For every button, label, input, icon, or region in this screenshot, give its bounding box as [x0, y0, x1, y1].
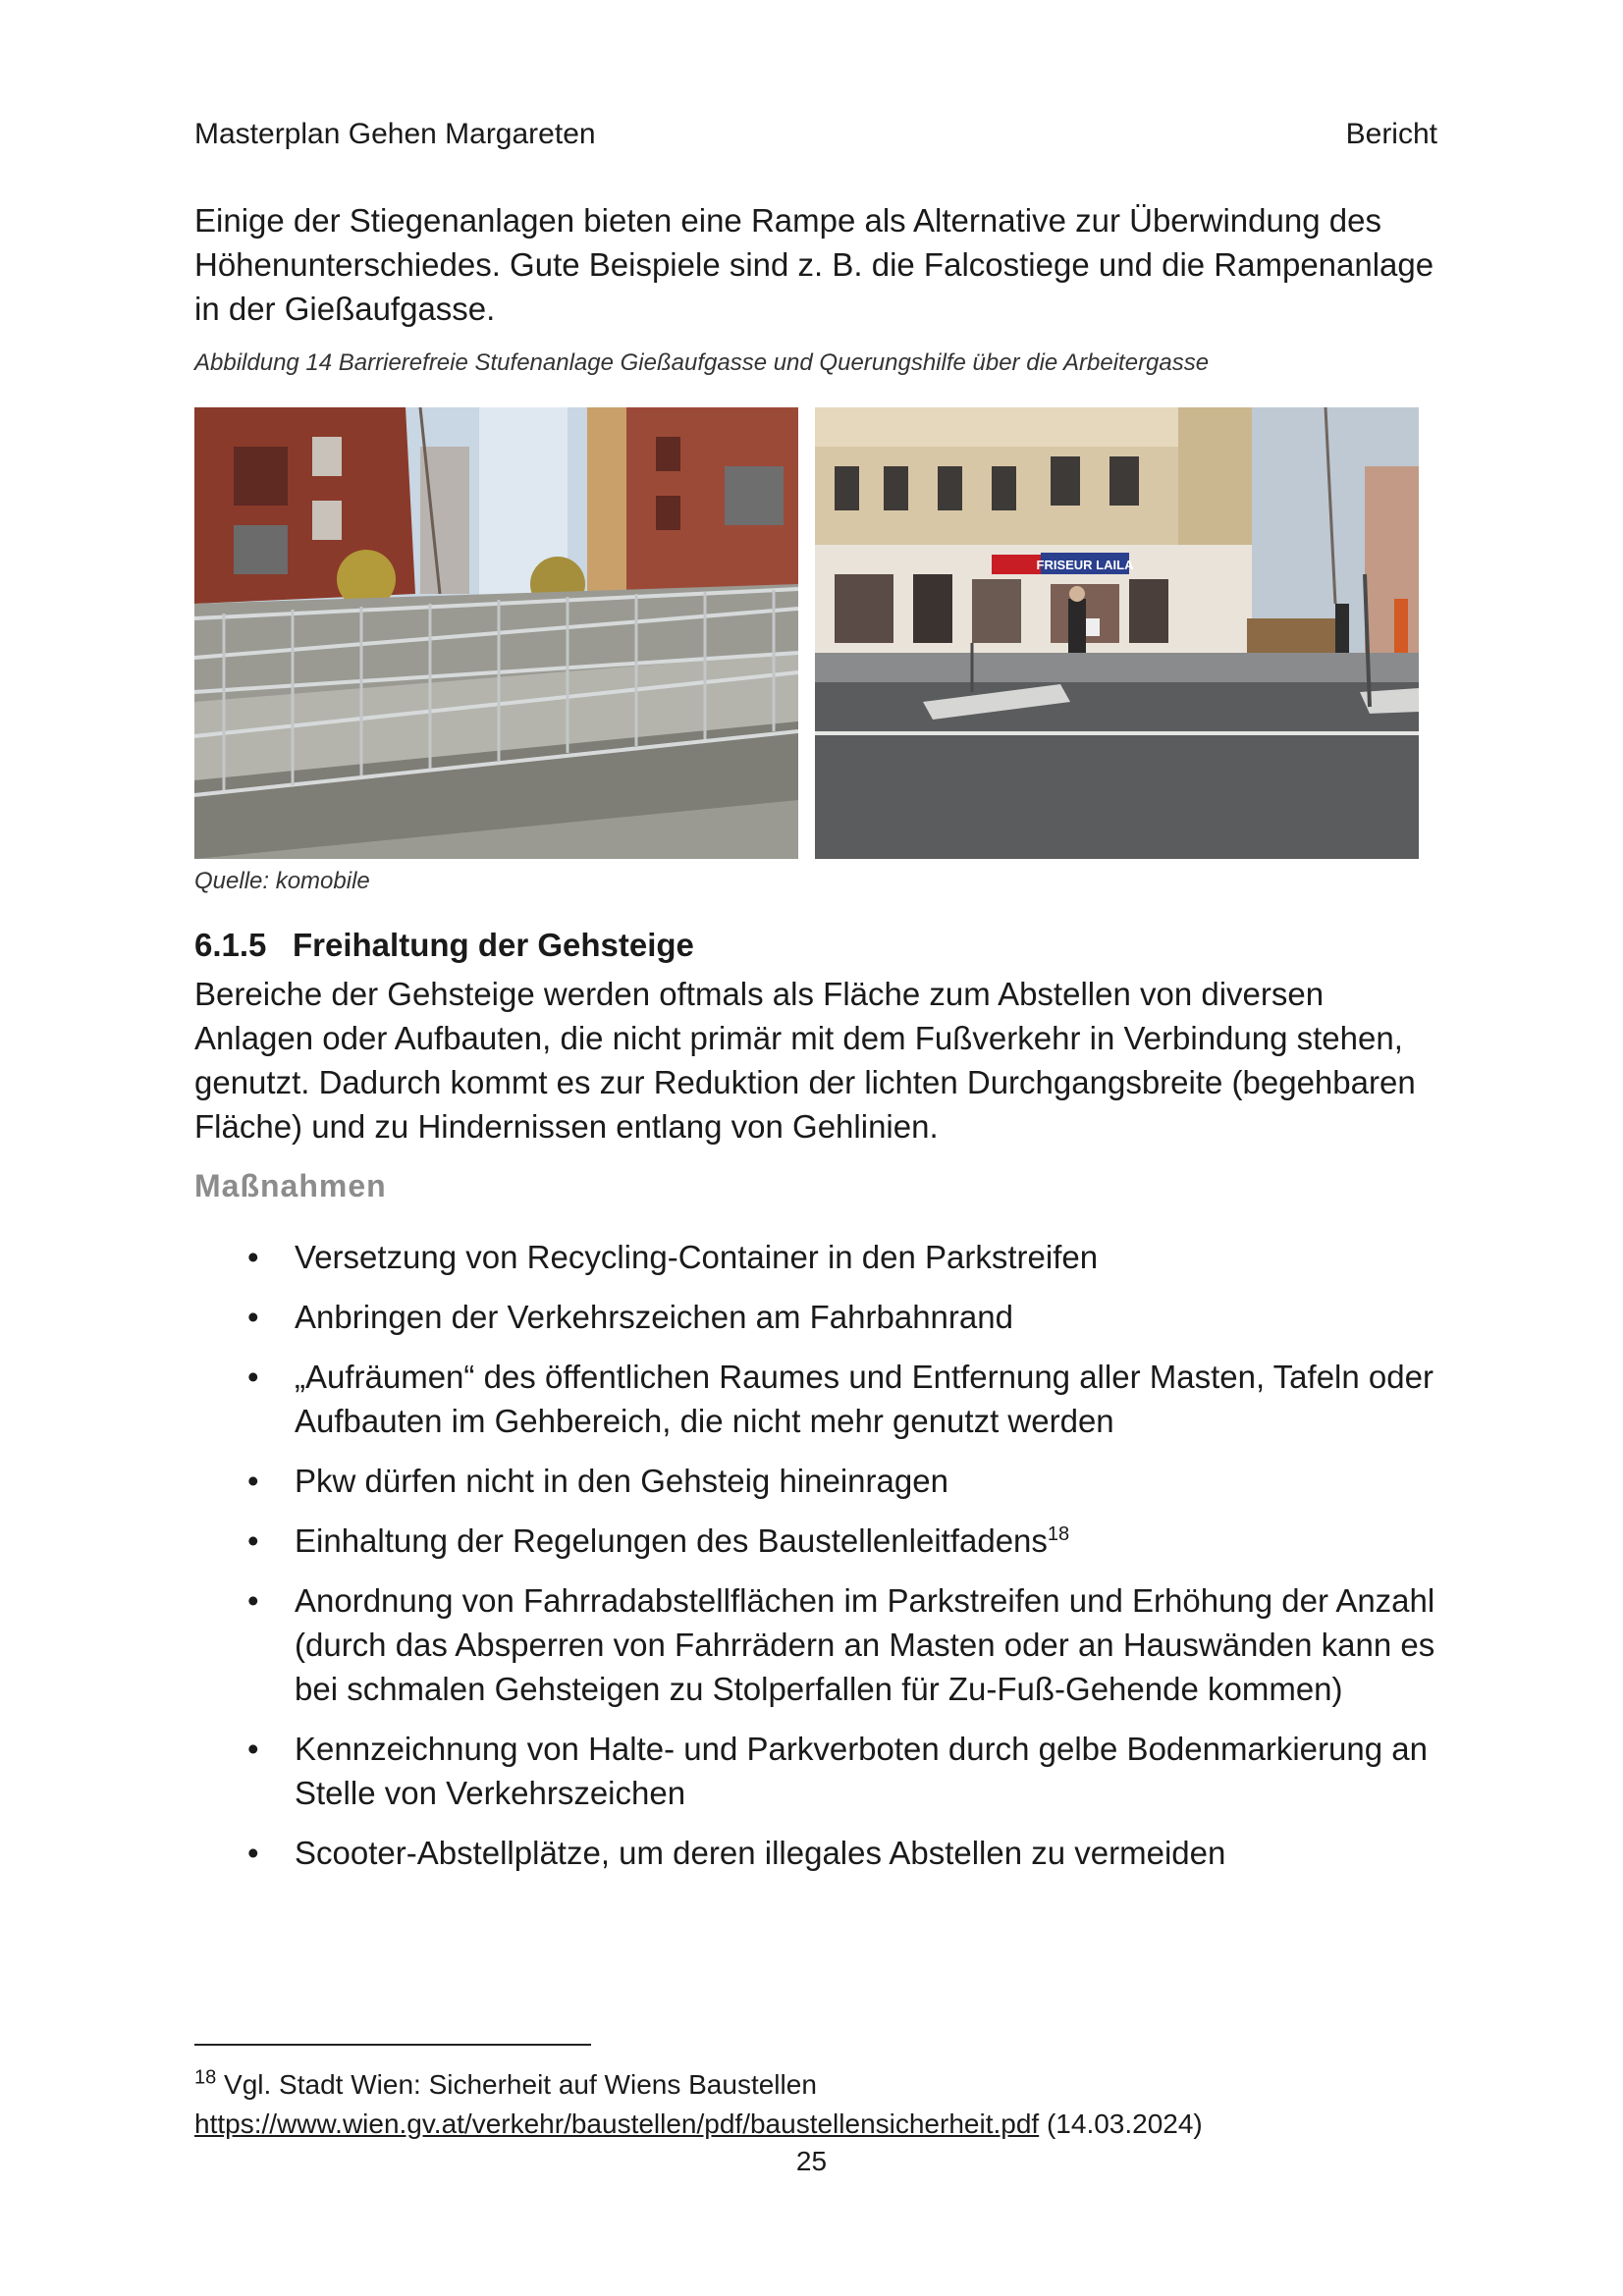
- list-item: • „Aufräumen“ des öffentlichen Raumes und Entfernung aller Masten, Tafeln oder Aufbauten im Gehbereich, die nicht mehr genutzt werden: [194, 1355, 1441, 1443]
- section-line: Bereiche der Gehsteige werden oftmals als Fläche zum Abstellen von diversen: [194, 976, 1325, 1012]
- intro-line: Höhenunterschiedes. Gute Beispiele sind z. B. die Falcostiege und die Rampenanlage: [194, 246, 1434, 283]
- section-heading: [194, 927, 694, 964]
- page-header: [194, 118, 1437, 157]
- list-item: • Versetzung von Recycling-Container in den Parkstreifen: [194, 1235, 1441, 1279]
- intro-paragraph: [194, 198, 1441, 331]
- section-number: 6.1.5: [194, 927, 267, 963]
- list-item: • Anordnung von Fahrradabstellflächen im Parkstreifen und Erhöhung der Anzahl (durch das Absperren von Fahrrädern an Masten oder an Hauswänden kann es bei schmalen Gehsteigen zu Stolperfallen für Zu-Fuß-Gehende kommen): [194, 1578, 1441, 1711]
- bullet-icon: •: [247, 1463, 259, 1499]
- photo-crossing-arbeitergasse: [815, 407, 1419, 859]
- page-number: 25: [795, 2146, 828, 2176]
- figure-caption: Abbildung 14 Barrierefreie Stufenanlage Gießaufgasse und Querungshilfe über die Arbeitergasse: [194, 349, 1210, 376]
- bullet-icon: •: [247, 1522, 259, 1559]
- list-item: • Scooter-Abstellplätze, um deren illegales Abstellen zu vermeiden: [194, 1831, 1441, 1875]
- shop-sign: FRISEUR LAILA: [1036, 558, 1134, 572]
- footnote-number: 18: [194, 2066, 217, 2089]
- section-line: Fläche) und zu Hindernissen entlang von Gehlinien.: [194, 1108, 939, 1145]
- footnote-divider: [194, 2044, 591, 2046]
- list-item: • Kennzeichnung von Halte- und Parkverboten durch gelbe Bodenmarkierung an Stelle von Verkehrszeichen: [194, 1727, 1441, 1815]
- measures-list: [194, 1235, 1441, 1891]
- footnote-ref[interactable]: 18: [1047, 1523, 1070, 1545]
- figure-source: Quelle: komobile: [194, 868, 370, 894]
- list-item: • Einhaltung der Regelungen des Baustellenleitfadens$^{18}$: [194, 1519, 1441, 1563]
- header-title: Masterplan Gehen Margareten: [194, 118, 596, 150]
- bullet-icon: •: [247, 1731, 259, 1767]
- footnote-text: Vgl. Stadt Wien: Sicherheit auf Wiens Baustellen: [224, 2069, 817, 2100]
- header-section: Bericht: [1345, 118, 1437, 150]
- bullet-icon: •: [247, 1239, 259, 1275]
- bullet-icon: •: [247, 1835, 259, 1871]
- measures-heading: Maßnahmen: [194, 1168, 387, 1203]
- intro-line: Einige der Stiegenanlagen bieten eine Rampe als Alternative zur Überwindung des: [194, 202, 1381, 239]
- list-item: • Anbringen der Verkehrszeichen am Fahrbahnrand: [194, 1295, 1441, 1339]
- footnote-link[interactable]: https://www.wien.gv.at/verkehr/baustellen/pdf/baustellensicherheit.pdf: [194, 2109, 1040, 2139]
- photo-ramp-giessaufgasse: [194, 407, 798, 859]
- section-line: Anlagen oder Aufbauten, die nicht primär mit dem Fußverkehr in Verbindung stehen,: [194, 1020, 1403, 1056]
- footnote-date: (14.03.2024): [1046, 2109, 1203, 2139]
- bullet-icon: •: [247, 1582, 259, 1619]
- bullet-icon: •: [247, 1359, 259, 1395]
- list-item: • Pkw dürfen nicht in den Gehsteig hineinragen: [194, 1459, 1441, 1503]
- section-line: genutzt. Dadurch kommt es zur Reduktion der lichten Durchgangsbreite (begehbaren: [194, 1064, 1416, 1100]
- section-body: [194, 972, 1441, 1148]
- intro-line: in der Gießaufgasse.: [194, 291, 496, 327]
- footnote: [194, 2065, 1471, 2144]
- bullet-icon: •: [247, 1299, 259, 1335]
- section-title: Freihaltung der Gehsteige: [293, 927, 694, 963]
